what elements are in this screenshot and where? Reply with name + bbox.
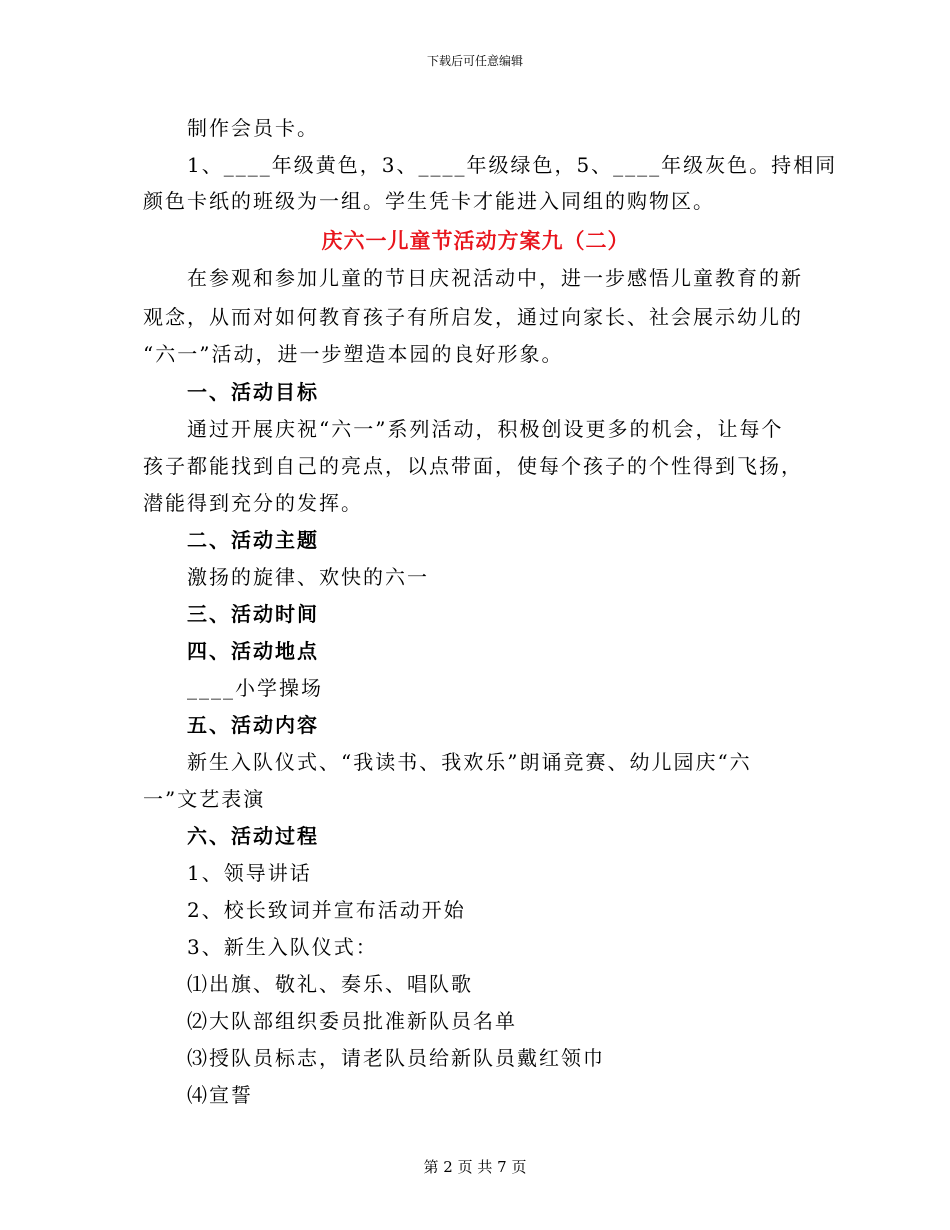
- paragraph-line: 孩子都能找到自己的亮点，以点带面，使每个孩子的个性得到飞扬，: [143, 454, 803, 478]
- section-title: 庆六一儿童节活动方案九（二）: [321, 228, 630, 253]
- list-item: 2、校长致词并宣布活动开始: [187, 898, 466, 922]
- paragraph-line: 新生入队仪式、“我读书、我欢乐”朗诵竞赛、幼儿园庆“六: [187, 750, 752, 774]
- page-footer: 第 2 页 共 7 页: [423, 1158, 527, 1176]
- heading-location: 四、活动地点: [187, 639, 319, 663]
- paragraph-line: 在参观和参加儿童的节日庆祝活动中，进一步感悟儿童教育的新: [187, 266, 803, 290]
- paragraph-line: 激扬的旋律、欢快的六一: [187, 565, 429, 589]
- heading-time: 三、活动时间: [187, 602, 319, 626]
- heading-process: 六、活动过程: [187, 824, 319, 848]
- paragraph-line: 通过开展庆祝“六一”系列活动，积极创设更多的机会，让每个: [187, 417, 784, 441]
- paragraph-line: 颜色卡纸的班级为一组。学生凭卡才能进入同组的购物区。: [143, 189, 715, 213]
- paragraph-line: 一”文艺表演: [143, 787, 266, 811]
- page-header: 下载后可任意编辑: [426, 54, 523, 68]
- list-item: 3、新生入队仪式：: [187, 935, 378, 959]
- paragraph-line: 潜能得到充分的发挥。: [143, 491, 363, 515]
- list-item: ⑶授队员标志，请老队员给新队员戴红领巾: [187, 1046, 605, 1070]
- paragraph-line: 观念，从而对如何教育孩子有所启发，通过向家长、社会展示幼儿的: [143, 305, 803, 329]
- paragraph-line: 1、____年级黄色，3、____年级绿色，5、____年级灰色。持相同: [187, 153, 838, 177]
- heading-content: 五、活动内容: [187, 713, 319, 737]
- list-item: ⑵大队部组织委员批准新队员名单: [187, 1009, 517, 1033]
- heading-theme: 二、活动主题: [187, 528, 319, 552]
- list-item: ⑷宣誓: [187, 1083, 253, 1107]
- paragraph-line: ____小学操场: [187, 676, 323, 700]
- paragraph-line: 制作会员卡。: [187, 116, 319, 140]
- heading-objectives: 一、活动目标: [187, 380, 319, 404]
- list-item: ⑴出旗、敬礼、奏乐、唱队歌: [187, 972, 473, 996]
- list-item: 1、领导讲话: [187, 861, 312, 885]
- paragraph-line: “六一”活动，进一步塑造本园的良好形象。: [143, 342, 564, 366]
